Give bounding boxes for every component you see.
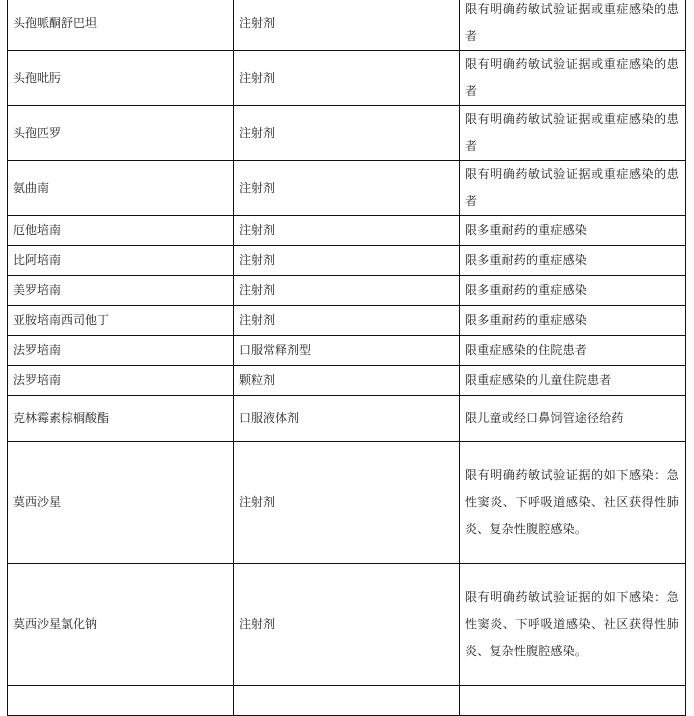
restriction-cell: 限有明确药敏试验证据的如下感染：急性窦炎、下呼吸道感染、社区获得性肺炎、复杂性腹腔感染。 xyxy=(460,442,686,564)
dosage-form-cell: 注射剂 xyxy=(234,161,460,216)
drug-name-cell: 头孢哌酮舒巴坦 xyxy=(8,0,234,51)
restriction-cell: 限有明确药敏试验证据或重症感染的患者 xyxy=(460,106,686,161)
table-row xyxy=(8,336,686,366)
restriction-cell: 限重症感染的儿童住院患者 xyxy=(460,366,686,396)
dosage-form-cell: 注射剂 xyxy=(234,51,460,106)
dosage-form-cell: 注射剂 xyxy=(234,246,460,276)
restriction-cell: 限儿童或经口鼻饲管途径给药 xyxy=(460,396,686,442)
dosage-form-cell: 注射剂 xyxy=(234,106,460,161)
table-row xyxy=(8,51,686,106)
dosage-form-cell: 口服液体剂 xyxy=(234,396,460,442)
dosage-form-cell: 注射剂 xyxy=(234,564,460,686)
restriction-cell: 限多重耐药的重症感染 xyxy=(460,246,686,276)
drug-name-cell: 美罗培南 xyxy=(8,276,234,306)
restriction-cell xyxy=(460,686,686,716)
drug-name-cell: 头孢吡肟 xyxy=(8,51,234,106)
dosage-form-cell: 颗粒剂 xyxy=(234,366,460,396)
restriction-cell: 限多重耐药的重症感染 xyxy=(460,276,686,306)
restriction-cell: 限多重耐药的重症感染 xyxy=(460,306,686,336)
dosage-form-cell xyxy=(234,686,460,716)
table-row xyxy=(8,686,686,716)
dosage-form-cell: 注射剂 xyxy=(234,216,460,246)
table-row xyxy=(8,564,686,686)
drug-table xyxy=(7,0,686,716)
table-row xyxy=(8,106,686,161)
drug-name-cell: 莫西沙星氯化钠 xyxy=(8,564,234,686)
drug-name-cell: 法罗培南 xyxy=(8,336,234,366)
restriction-cell: 限有明确药敏试验证据的如下感染：急性窦炎、下呼吸道感染、社区获得性肺炎、复杂性腹腔感染。 xyxy=(460,564,686,686)
table-row xyxy=(8,0,686,51)
dosage-form-cell: 注射剂 xyxy=(234,442,460,564)
restriction-cell: 限有明确药敏试验证据或重症感染的患者 xyxy=(460,161,686,216)
drug-name-cell: 头孢匹罗 xyxy=(8,106,234,161)
drug-name-cell: 克林霉素棕榈酸酯 xyxy=(8,396,234,442)
table-row xyxy=(8,246,686,276)
dosage-form-cell: 注射剂 xyxy=(234,306,460,336)
table-row xyxy=(8,306,686,336)
dosage-form-cell: 注射剂 xyxy=(234,0,460,51)
dosage-form-cell: 注射剂 xyxy=(234,276,460,306)
drug-name-cell: 法罗培南 xyxy=(8,366,234,396)
drug-name-cell: 莫西沙星 xyxy=(8,442,234,564)
drug-name-cell xyxy=(8,686,234,716)
drug-name-cell: 亚胺培南西司他丁 xyxy=(8,306,234,336)
table-row xyxy=(8,276,686,306)
drug-name-cell: 厄他培南 xyxy=(8,216,234,246)
dosage-form-cell: 口服常释剂型 xyxy=(234,336,460,366)
drug-name-cell: 比阿培南 xyxy=(8,246,234,276)
restriction-cell: 限有明确药敏试验证据或重症感染的患者 xyxy=(460,51,686,106)
restriction-cell: 限重症感染的住院患者 xyxy=(460,336,686,366)
table-row xyxy=(8,161,686,216)
drug-name-cell: 氨曲南 xyxy=(8,161,234,216)
table-row xyxy=(8,216,686,246)
table-row xyxy=(8,442,686,564)
table-row xyxy=(8,366,686,396)
restriction-cell: 限有明确药敏试验证据或重症感染的患者 xyxy=(460,0,686,51)
restriction-cell: 限多重耐药的重症感染 xyxy=(460,216,686,246)
table-row xyxy=(8,396,686,442)
